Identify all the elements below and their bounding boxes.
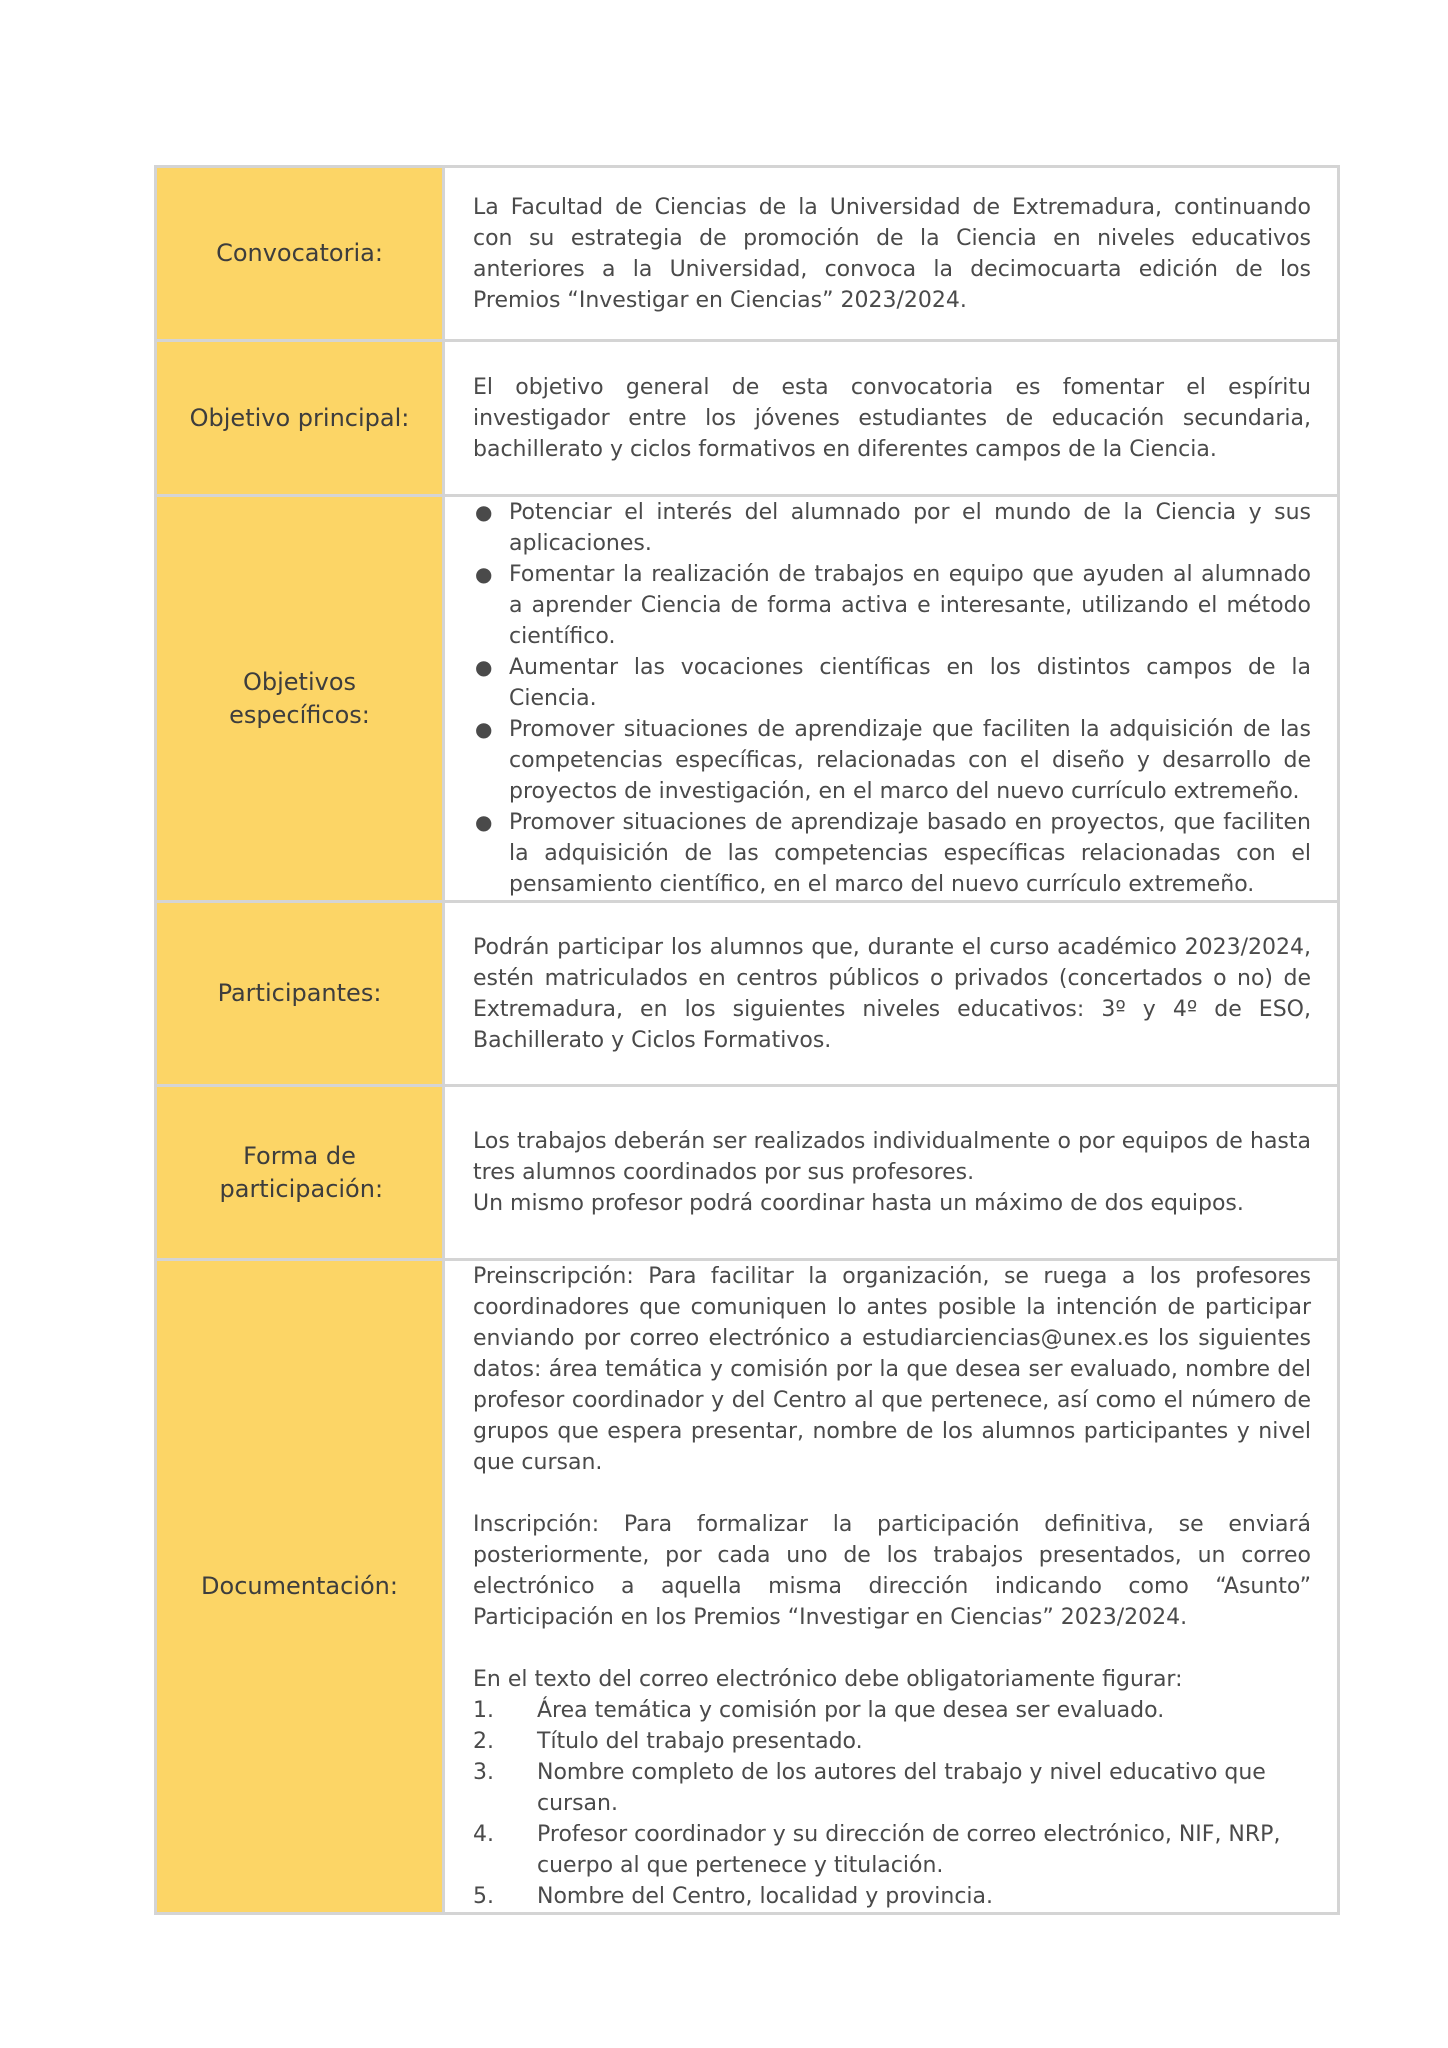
- label-forma-participacion: [156, 1086, 444, 1260]
- list-item: [473, 1757, 1311, 1819]
- label-documentacion: Documentación:: [156, 1260, 444, 1914]
- list-item-text: Fomentar la realización de trabajos en equipo que ayuden al alumnado a aprender Ciencia de forma activa e interesante, utilizando el método científico.: [509, 562, 1311, 649]
- list-item-text: Promover situaciones de aprendizaje basado en proyectos, que faciliten la adquisición de las competencias específicas relacionadas con el pensamiento científico, en el marco del nuevo currículo extremeño.: [509, 810, 1311, 897]
- label-participantes: Participantes:: [156, 902, 444, 1086]
- forma-participacion-text-1: Los trabajos deberán ser realizados individualmente o por equipos de hasta tres alumnos coordinados por sus profesores.: [473, 1129, 1311, 1185]
- label-objetivo-principal: Objetivo principal:: [156, 341, 444, 496]
- info-table: [154, 165, 1340, 1915]
- list-item: [473, 1695, 1311, 1726]
- bullet-icon: ●: [475, 810, 493, 834]
- forma-participacion-label: Forma de participación:: [219, 1141, 384, 1203]
- row-objetivo-principal: [156, 341, 1339, 496]
- bullet-icon: ●: [475, 717, 493, 741]
- inscripcion-text: Inscripción: Para formalizar la participación definitiva, se enviará posteriormente, por cada uno de los trabajos presentados, un correo electrónico a aquella misma dirección indicando como “Asunto” Participación en los Premios “Investigar en Ciencias” 2023/2024.: [473, 1512, 1311, 1630]
- row-participantes: [156, 902, 1339, 1086]
- item-number: 4.: [473, 1822, 494, 1847]
- list-intro-text: En el texto del correo electrónico debe obligatoriamente figurar:: [473, 1667, 1183, 1692]
- requirements-list: [473, 1695, 1311, 1912]
- list-item: [473, 559, 1311, 652]
- forma-participacion-text-2: Un mismo profesor podrá coordinar hasta un máximo de dos equipos.: [473, 1191, 1244, 1216]
- objetivos-list: [473, 497, 1311, 900]
- list-item-text: Potenciar el interés del alumnado por el mundo de la Ciencia y sus aplicaciones.: [509, 500, 1311, 556]
- label-objetivos-especificos: Objetivos específicos:: [156, 496, 444, 902]
- label-convocatoria: Convocatoria:: [156, 167, 444, 341]
- list-item-text: Profesor coordinador y su dirección de correo electrónico, NIF, NRP, cuerpo al que pertenece y titulación.: [537, 1822, 1281, 1878]
- content-forma-participacion: [444, 1086, 1339, 1260]
- bullet-icon: ●: [475, 500, 493, 524]
- list-item: [473, 1726, 1311, 1757]
- item-number: 5.: [473, 1884, 494, 1909]
- list-item-text: Nombre completo de los autores del trabajo y nivel educativo que cursan.: [537, 1760, 1266, 1816]
- list-item-text: Promover situaciones de aprendizaje que faciliten la adquisición de las competencias específicas, relacionadas con el diseño y desarrollo de proyectos de investigación, en el marco del nuevo currículo extremeño.: [509, 717, 1311, 804]
- content-objetivo-principal: [444, 341, 1339, 496]
- content-participantes: [444, 902, 1339, 1086]
- content-objetivos-especificos: [444, 496, 1339, 902]
- list-item-text: Nombre del Centro, localidad y provincia.: [537, 1884, 994, 1909]
- bullet-icon: ●: [475, 655, 493, 679]
- preinscripcion-text: Preinscripción: Para facilitar la organización, se ruega a los profesores coordinadores que comuniquen lo antes posible la intención de participar enviando por correo electrónico a estudiarciencias@unex.es los siguientes datos: área temática y comisión por la que desea ser evaluado, nombre del profesor coordinador y del Centro al que pertenece, así como el número de grupos que espera presentar, nombre de los alumnos participantes y nivel que cursan.: [473, 1264, 1311, 1475]
- participantes-text: Podrán participar los alumnos que, durante el curso académico 2023/2024, estén matriculados en centros públicos o privados (concertados o no) de Extremadura, en los siguientes niveles educativos: 3º y 4º de ESO, Bachillerato y Ciclos Formativos.: [473, 934, 1311, 1053]
- row-objetivos-especificos: [156, 496, 1339, 902]
- item-number: 2.: [473, 1729, 494, 1754]
- convocatoria-text: La Facultad de Ciencias de la Universidad de Extremadura, continuando con su estrategia de promoción de la Ciencia en niveles educativos anteriores a la Universidad, convoca la decimocuarta edición de los Premios “Investigar en Ciencias” 2023/2024.: [473, 194, 1311, 313]
- list-item: [473, 1881, 1311, 1912]
- list-item: [473, 1819, 1311, 1881]
- list-item: [473, 714, 1311, 807]
- row-documentacion: [156, 1260, 1339, 1914]
- list-item-text: Área temática y comisión por la que desea ser evaluado.: [537, 1698, 1165, 1723]
- content-documentacion: [444, 1260, 1339, 1914]
- row-convocatoria: [156, 167, 1339, 341]
- list-item-text: Aumentar las vocaciones científicas en los distintos campos de la Ciencia.: [509, 655, 1311, 711]
- bullet-icon: ●: [475, 562, 493, 586]
- list-item: [473, 497, 1311, 559]
- content-convocatoria: [444, 167, 1339, 341]
- item-number: 3.: [473, 1760, 494, 1785]
- item-number: 1.: [473, 1698, 494, 1723]
- list-item: [473, 807, 1311, 900]
- list-item: [473, 652, 1311, 714]
- list-item-text: Título del trabajo presentado.: [537, 1729, 863, 1754]
- row-forma-participacion: [156, 1086, 1339, 1260]
- objetivo-principal-text: El objetivo general de esta convocatoria es fomentar el espíritu investigador entre los jóvenes estudiantes de educación secundaria, bachillerato y ciclos formativos en diferentes campos de la Ciencia.: [473, 374, 1311, 462]
